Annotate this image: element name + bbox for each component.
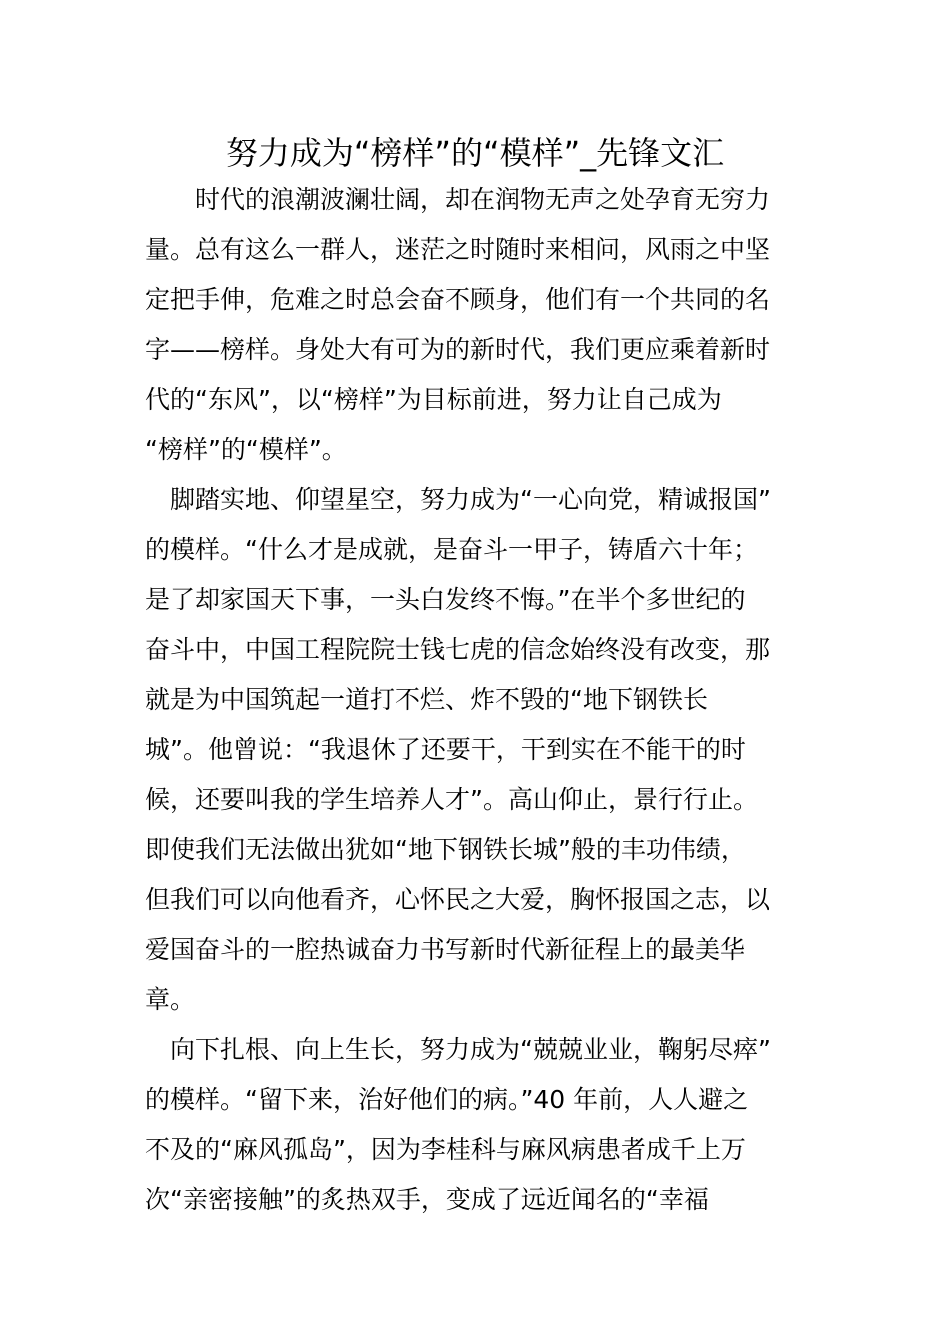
paragraph-line: 是了却家国天下事，一头白发终不悔。”在半个多世纪的	[145, 585, 746, 614]
paragraph-line: 章。	[145, 985, 196, 1014]
paragraph-line: 代的“东风”，以“榜样”为目标前进，努力让自己成为	[145, 385, 722, 414]
paragraph-line: 即使我们无法做出犹如“地下钢铁长城”般的丰功伟绩，	[145, 835, 746, 864]
paragraph-line: 的模样。“什么才是成就，是奋斗一甲子，铸盾六十年；	[145, 535, 758, 564]
paragraph-line: 的模样。“留下来，治好他们的病。”40 年前，人人避之	[145, 1085, 749, 1114]
paragraph-line: 定把手伸，危难之时总会奋不顾身，他们有一个共同的名	[145, 285, 771, 314]
paragraph-line: 城”。他曾说：“我退休了还要干，干到实在不能干的时	[145, 735, 746, 764]
paragraph-line: 量。总有这么一群人，迷茫之时随时来相问，风雨之中坚	[145, 235, 771, 264]
paragraph-line: 就是为中国筑起一道打不烂、炸不毁的“地下钢铁长	[145, 685, 708, 714]
paragraph-line: 字——榜样。身处大有可为的新时代，我们更应乘着新时	[145, 335, 771, 364]
paragraph-line: 爱国奋斗的一腔热诚奋力书写新时代新征程上的最美华	[145, 935, 746, 964]
paragraph-line: 奋斗中，中国工程院院士钱七虎的信念始终没有改变，那	[145, 635, 771, 664]
paragraph-line: 次“亲密接触”的炙热双手，变成了远近闻名的“幸福	[145, 1185, 709, 1214]
document-title: 努力成为“榜样”的“模样”_先锋文汇	[225, 134, 725, 172]
paragraph-line: 不及的“麻风孤岛”，因为李桂科与麻风病患者成千上万	[145, 1135, 746, 1164]
paragraph-line: 向下扎根、向上生长，努力成为“兢兢业业，鞠躬尽瘁”	[145, 1035, 771, 1064]
paragraph-line: “榜样”的“模样”。	[145, 435, 347, 464]
paragraph-line: 但我们可以向他看齐，心怀民之大爱，胸怀报国之志，以	[145, 885, 771, 914]
paragraph-line: 候，还要叫我的学生培养人才”。高山仰止，景行行止。	[145, 785, 758, 814]
paragraph-line: 脚踏实地、仰望星空，努力成为“一心向党，精诚报国”	[145, 485, 771, 514]
paragraph-line: 时代的浪潮波澜壮阔，却在润物无声之处孕育无穷力	[145, 185, 771, 214]
